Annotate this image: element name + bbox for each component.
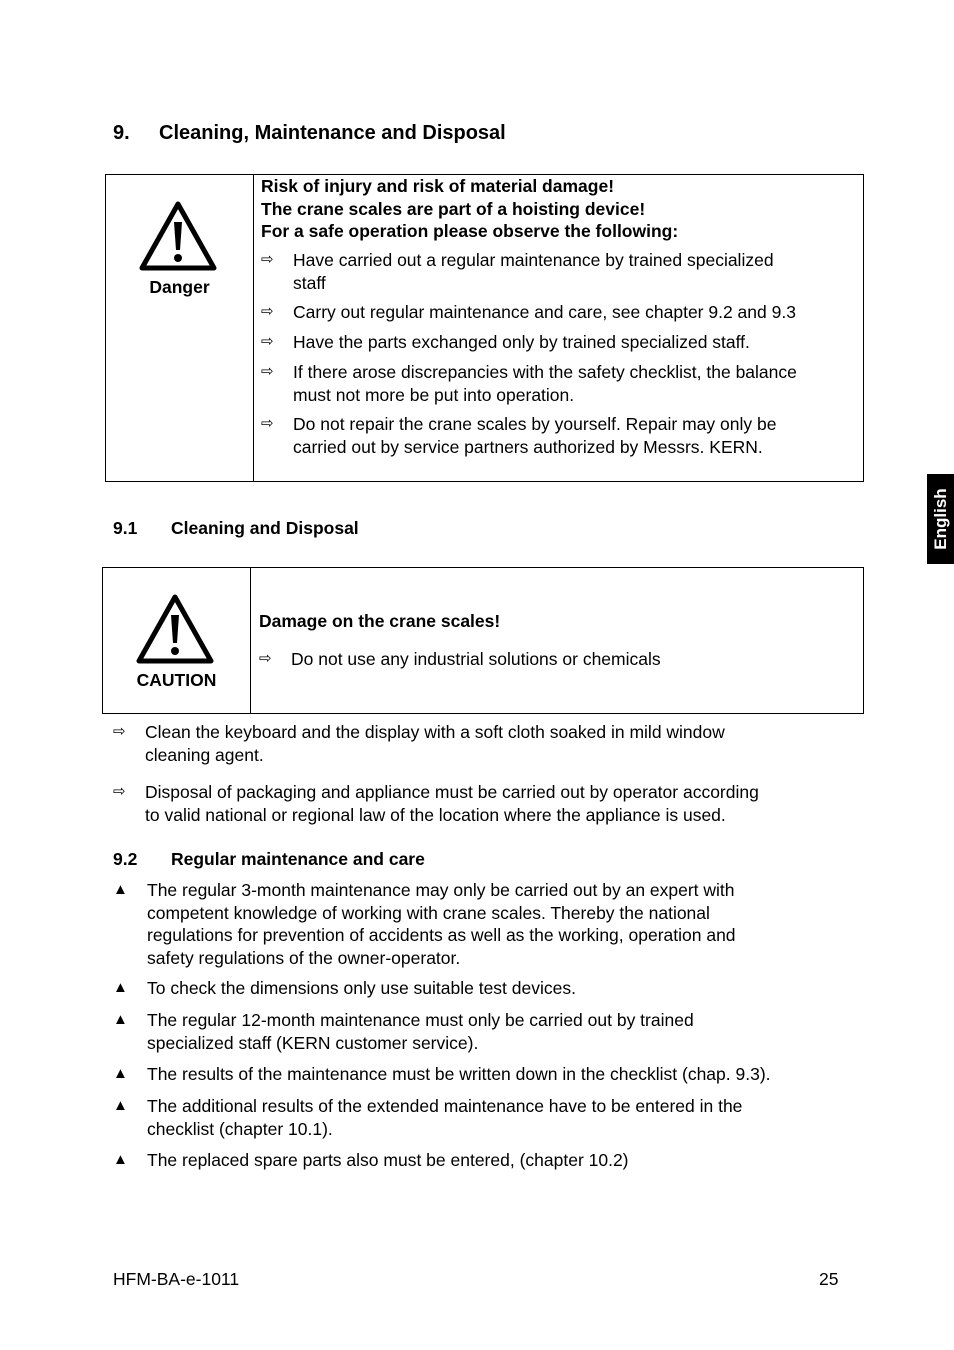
triangle-bullet-icon: ▲ xyxy=(113,1151,128,1168)
arrow-bullet-icon: ⇨ xyxy=(261,363,274,380)
danger-list-item: ⇨ Have the parts exchanged only by trained specialized staff. xyxy=(261,332,750,352)
language-tab xyxy=(927,474,954,564)
danger-heading-line: For a safe operation please observe the following: xyxy=(261,221,679,241)
caution-heading: Damage on the crane scales! xyxy=(259,611,501,631)
warning-triangle-icon xyxy=(138,200,218,272)
language-tab-label: English xyxy=(930,488,950,550)
section-title: Cleaning, Maintenance and Disposal xyxy=(159,122,506,144)
arrow-bullet-icon: ⇨ xyxy=(113,723,126,740)
caution-list-item: ⇨ Do not use any industrial solutions or chemicals xyxy=(259,649,661,669)
maintenance-list-item: ▲ The additional results of the extended maintenance have to be entered in the checklist (chapter 10.1). xyxy=(113,1096,743,1139)
arrow-bullet-icon: ⇨ xyxy=(113,783,126,800)
cleaning-list-item: ⇨ Disposal of packaging and appliance must be carried out by operator according to valid national or regional law of the location where the appliance is used. xyxy=(113,782,759,825)
danger-box xyxy=(105,174,864,482)
cleaning-list-item: ⇨ Clean the keyboard and the display with a soft cloth soaked in mild window cleaning agent. xyxy=(113,722,725,765)
triangle-bullet-icon: ▲ xyxy=(113,1065,128,1082)
danger-heading xyxy=(261,175,678,243)
danger-label: Danger xyxy=(149,277,210,297)
maintenance-list-item: ▲ The regular 3-month maintenance may only be carried out by an expert with competent knowledge of working with crane scales. Thereby the national regulations for prevention of accidents as well as the working, operation and safety regulations of the owner-operator. xyxy=(113,880,736,968)
triangle-bullet-icon: ▲ xyxy=(113,881,128,898)
maintenance-list-item: ▲ The replaced spare parts also must be entered, (chapter 10.2) xyxy=(113,1150,629,1170)
danger-icon-cell xyxy=(106,175,254,481)
triangle-bullet-icon: ▲ xyxy=(113,1011,128,1028)
arrow-bullet-icon: ⇨ xyxy=(261,333,274,350)
subsection-number: 9.2 xyxy=(113,849,138,869)
arrow-bullet-icon: ⇨ xyxy=(259,650,272,667)
caution-box xyxy=(102,567,864,714)
triangle-bullet-icon: ▲ xyxy=(113,1097,128,1114)
subsection-title: Regular maintenance and care xyxy=(171,849,425,869)
section-number: 9. xyxy=(113,122,130,144)
footer-doc-id: HFM-BA-e-1011 xyxy=(113,1269,240,1289)
danger-heading-line: Risk of injury and risk of material damage! xyxy=(261,176,615,196)
caution-icon-cell xyxy=(103,568,251,713)
triangle-bullet-icon: ▲ xyxy=(113,979,128,996)
subsection-number: 9.1 xyxy=(113,518,138,538)
subsection-heading xyxy=(113,849,425,870)
section-heading xyxy=(113,122,506,145)
danger-heading-line: The crane scales are part of a hoisting device! xyxy=(261,198,646,219)
danger-list-item: ⇨ Carry out regular maintenance and care, see chapter 9.2 and 9.3 xyxy=(261,302,796,322)
danger-list-item: ⇨ If there arose discrepancies with the safety checklist, the balance must not more be put into operation. xyxy=(261,362,797,405)
arrow-bullet-icon: ⇨ xyxy=(261,303,274,320)
maintenance-list-item: ▲ To check the dimensions only use suitable test devices. xyxy=(113,978,576,998)
arrow-bullet-icon: ⇨ xyxy=(261,251,274,268)
warning-triangle-icon xyxy=(135,593,215,665)
footer-page-number: 25 xyxy=(819,1269,839,1289)
arrow-bullet-icon: ⇨ xyxy=(261,415,274,432)
maintenance-list-item: ▲ The regular 12-month maintenance must only be carried out by trained specialized staff (KERN customer service). xyxy=(113,1010,694,1053)
caution-label: CAUTION xyxy=(136,670,217,690)
danger-list-item: ⇨ Do not repair the crane scales by yourself. Repair may only be carried out by service partners authorized by Messrs. KERN. xyxy=(261,414,777,457)
danger-list-item: ⇨ Have carried out a regular maintenance by trained specialized staff xyxy=(261,250,774,293)
subsection-heading xyxy=(113,518,359,539)
subsection-title: Cleaning and Disposal xyxy=(171,518,359,538)
maintenance-list-item: ▲ The results of the maintenance must be written down in the checklist (chap. 9.3). xyxy=(113,1064,771,1084)
